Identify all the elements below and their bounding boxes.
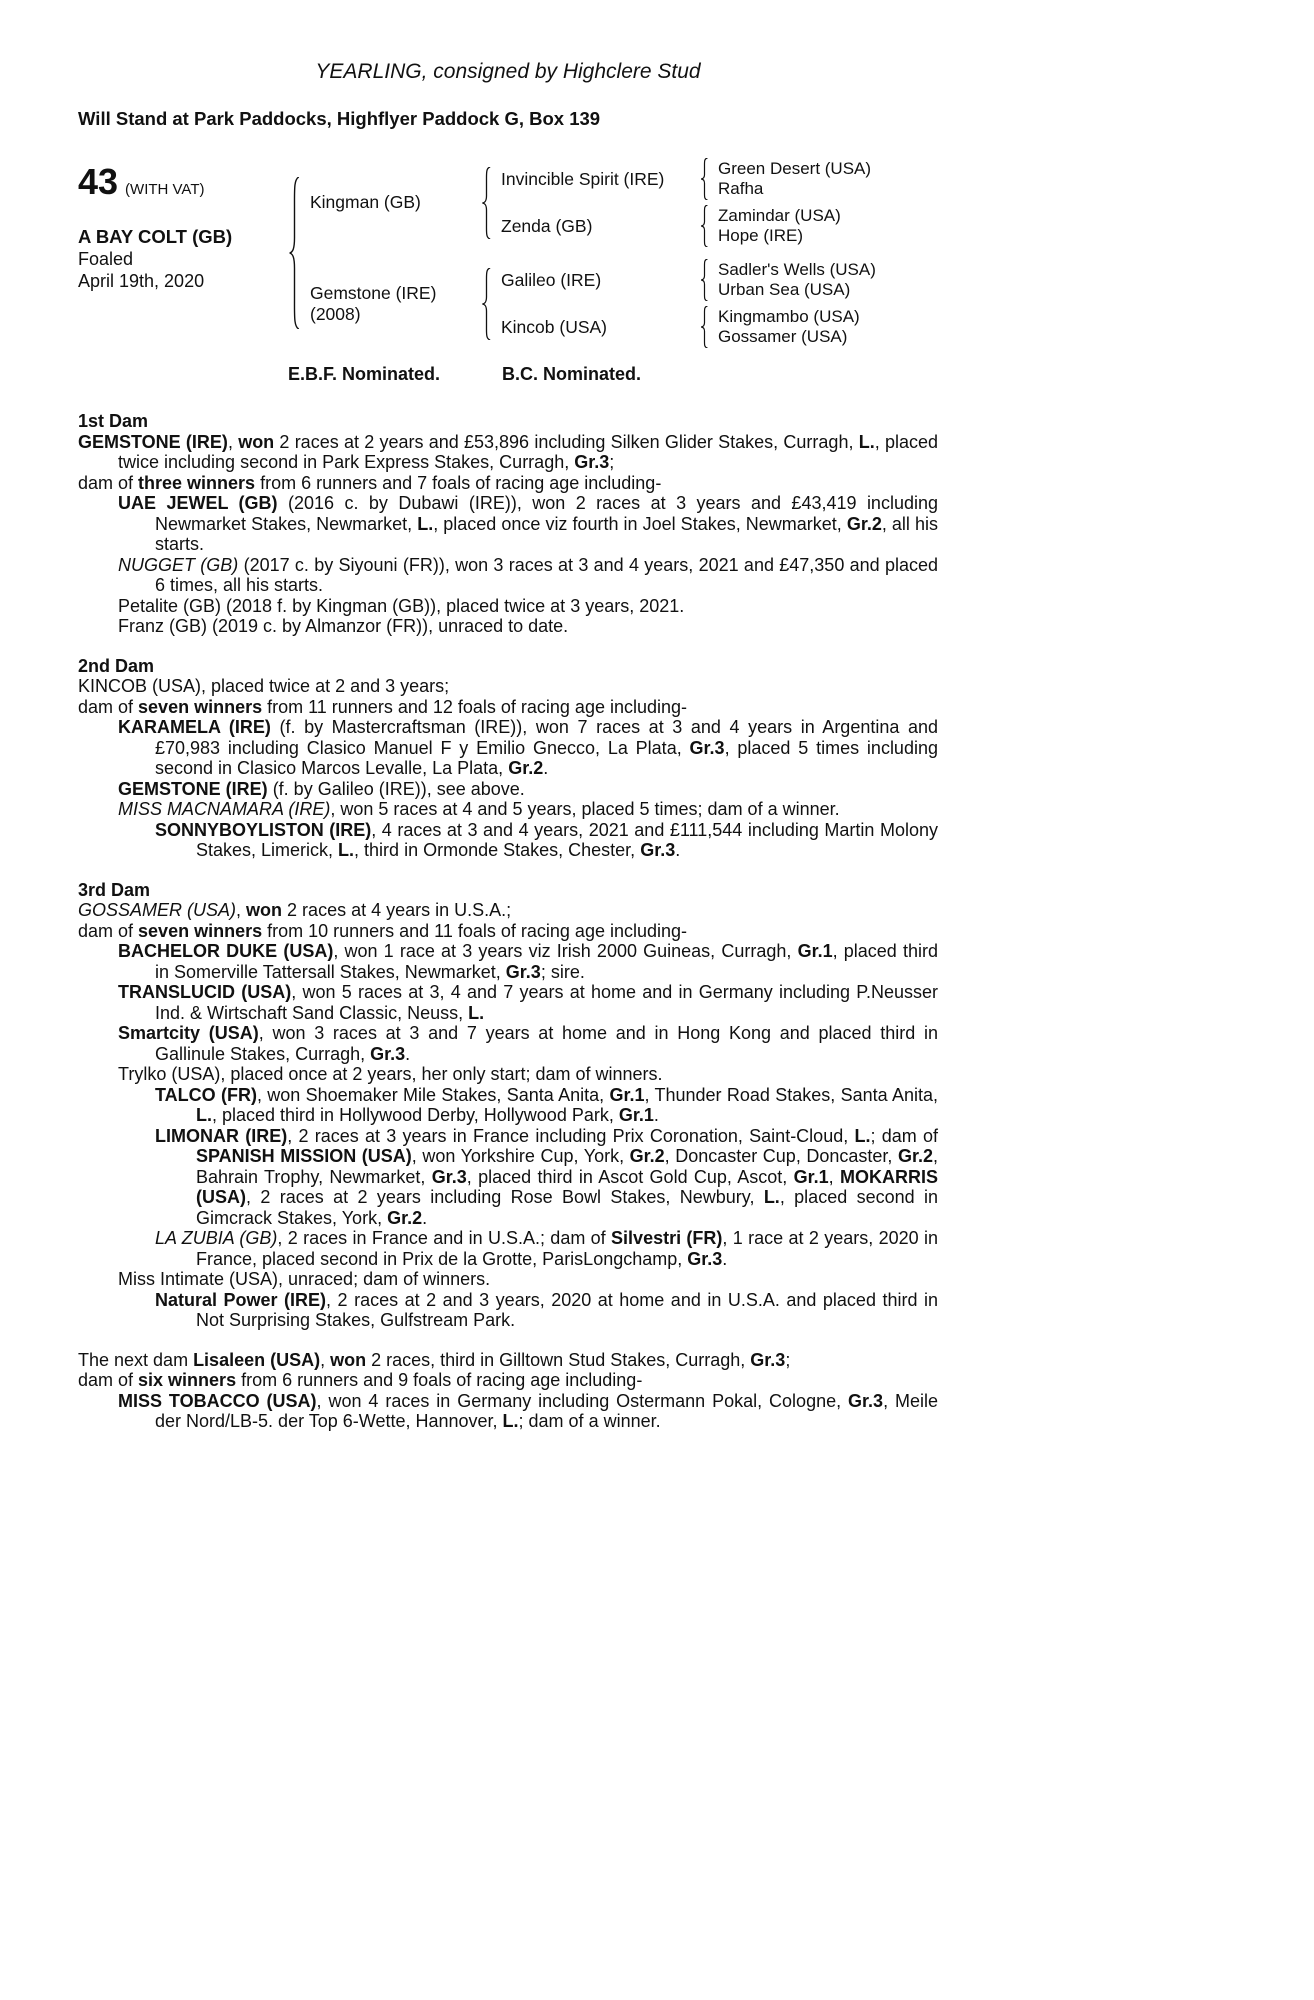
- text-segment: .: [653, 1105, 659, 1125]
- pedigree-paragraph: [78, 697, 938, 718]
- text-segment: The next dam: [78, 1349, 194, 1370]
- dam-section: [78, 411, 938, 637]
- great-grandparent-name: Gossamer (USA): [718, 327, 848, 346]
- pedigree-paragraph: [78, 493, 938, 555]
- dam-section-heading: 1st Dam: [78, 411, 149, 431]
- dam-section: [78, 1350, 938, 1432]
- pedigree-paragraph: [78, 1126, 938, 1229]
- text-segment: , placed third in Hollywood Derby, Hollywood Park,: [212, 1105, 619, 1125]
- text-segment: Gr.3: [687, 1248, 723, 1269]
- text-segment: , 2 races at 2 and 3 years, 2020 at home and in U.S.A. and placed third in Not Surprising Stakes, Gulfstream Park.: [196, 1289, 938, 1330]
- colt-description: A BAY COLT (GB): [78, 226, 233, 247]
- text-segment: Franz (GB) (2019 c. by Almanzor (FR)), unraced to date.: [118, 616, 569, 636]
- text-segment: ;: [609, 452, 615, 472]
- text-segment: SPANISH MISSION (USA): [196, 1146, 412, 1166]
- dam-branch: [310, 259, 938, 348]
- sire-dam-branch: [501, 205, 938, 247]
- text-segment: MOKARRIS (USA): [196, 1166, 938, 1207]
- dam-sire-branch: [501, 259, 938, 301]
- pedigree-paragraph: [78, 1290, 938, 1331]
- text-segment: Gr.2: [897, 1146, 933, 1166]
- text-segment: Gr.3: [848, 1390, 884, 1411]
- pedigree-paragraph: [78, 1085, 938, 1126]
- text-segment: .: [675, 840, 681, 860]
- text-segment: , Meile der Nord/LB-5. der Top 6-Wette, Hannover,: [155, 1390, 939, 1431]
- foaled-label: Foaled: [78, 249, 134, 269]
- text-segment: from 10 runners and 11 foals of racing age including-: [262, 920, 688, 941]
- text-segment: L.: [417, 513, 434, 534]
- text-segment: , 1 race at 2 years, 2020 in France, placed second in Prix de la Grotte, ParisLongchamp,: [196, 1228, 938, 1269]
- text-segment: SONNYBOYLISTON (IRE): [155, 819, 372, 840]
- pedigree-paragraph: [78, 799, 938, 820]
- text-segment: ,: [227, 431, 239, 452]
- text-segment: from 6 runners and 7 foals of racing age including-: [255, 472, 662, 493]
- text-segment: seven winners: [138, 696, 263, 717]
- text-segment: ; dam of: [870, 1125, 938, 1146]
- text-segment: , placed second in Gimcrack Stakes, York,: [196, 1187, 938, 1228]
- text-segment: L.: [763, 1187, 780, 1207]
- text-segment: L.: [854, 1125, 871, 1146]
- text-segment: Gr.3: [689, 737, 725, 758]
- text-segment: L.: [338, 840, 355, 860]
- lot-vat-note: (WITH VAT): [125, 181, 205, 198]
- pedigree-paragraph: [78, 616, 938, 637]
- pedigree-paragraph: [78, 676, 938, 697]
- pedigree-brace-icon: [700, 259, 709, 301]
- pedigree-brace-icon: [700, 205, 709, 247]
- text-segment: GEMSTONE (IRE): [118, 778, 268, 799]
- pedigree-brace-icon: [700, 306, 709, 348]
- text-segment: , all his starts.: [155, 513, 938, 554]
- text-segment: MISS TOBACCO (USA): [118, 1390, 317, 1411]
- lot-header-block: [78, 158, 938, 348]
- pedigree-paragraph: [78, 596, 938, 617]
- text-segment: (f. by Mastercraftsman (IRE)), won 7 races at 3 and 4 years in Argentina and £70,983 including Clasico Manuel F y Emilio Gnecco, La Plata,: [155, 717, 938, 758]
- text-segment: from 11 runners and 12 foals of racing age including-: [262, 696, 688, 717]
- text-segment: LA ZUBIA (GB): [155, 1228, 278, 1248]
- text-segment: dam of: [78, 920, 139, 941]
- text-segment: Gr.1: [609, 1084, 645, 1105]
- dam-section-heading: 2nd Dam: [78, 655, 155, 676]
- text-segment: L.: [468, 1002, 485, 1023]
- text-segment: TALCO (FR): [155, 1084, 257, 1105]
- dam-dam-name: Kincob (USA): [501, 316, 608, 337]
- text-segment: three winners: [138, 472, 256, 493]
- text-segment: Silvestri (FR): [611, 1228, 723, 1248]
- pedigree-text-body: [78, 411, 938, 1432]
- nominations-line: [288, 364, 938, 385]
- text-segment: seven winners: [138, 920, 263, 941]
- text-segment: , won Yorkshire Cup, York,: [411, 1146, 630, 1166]
- text-segment: L.: [502, 1411, 519, 1431]
- pedigree-brace-icon: [288, 177, 301, 329]
- text-segment: 2 races, third in Gilltown Stud Stakes, Curragh,: [366, 1349, 751, 1370]
- text-segment: Gr.3: [370, 1043, 406, 1064]
- text-segment: ,: [236, 900, 247, 920]
- pedigree-paragraph: [78, 1064, 938, 1085]
- pedigree-paragraph: [78, 1269, 938, 1290]
- great-grandparent-name: Urban Sea (USA): [718, 280, 851, 299]
- sire-name: Kingman (GB): [310, 192, 421, 212]
- text-segment: 2 races at 2 years and £53,896 including Silken Glider Stakes, Curragh,: [274, 431, 859, 452]
- bc-nominated-label: B.C. Nominated.: [502, 364, 642, 384]
- sire-dam-name: Zenda (GB): [501, 215, 593, 236]
- text-segment: (f. by Galileo (IRE)), see above.: [267, 778, 525, 799]
- text-segment: , won 5 races at 3, 4 and 7 years at home and in Germany including P.Neusser Ind. & Wirtschaft Sand Classic, Neuss,: [155, 982, 938, 1023]
- text-segment: , won 3 races at 3 and 7 years at home and in Hong Kong and placed third in Gallinule Stakes, Curragh,: [155, 1023, 938, 1064]
- text-segment: six winners: [138, 1370, 237, 1390]
- sire-branch: [310, 158, 938, 247]
- text-segment: , placed third in Somerville Tattersall Stakes, Newmarket,: [155, 941, 938, 982]
- text-segment: , third in Ormonde Stakes, Chester,: [354, 840, 641, 860]
- text-segment: Lisaleen (USA): [193, 1349, 321, 1370]
- text-segment: GOSSAMER (USA): [78, 900, 237, 920]
- page-content: [78, 60, 938, 1432]
- sire-sire-branch: [501, 158, 938, 200]
- text-segment: L.: [196, 1105, 212, 1125]
- pedigree-paragraph: [78, 473, 938, 494]
- dam-name: Gemstone (IRE): [310, 282, 437, 303]
- text-segment: Gr.1: [618, 1105, 654, 1125]
- pedigree-generations: [310, 158, 938, 348]
- text-segment: UAE JEWEL (GB): [118, 493, 278, 513]
- text-segment: Gr.3: [640, 840, 676, 860]
- page-title: YEARLING, consigned by Highclere Stud: [315, 60, 701, 83]
- sire-sire-name: Invincible Spirit (IRE): [501, 168, 665, 189]
- lot-info: [78, 158, 285, 292]
- text-segment: GEMSTONE (IRE): [78, 431, 228, 452]
- text-segment: , won 1 race at 3 years viz Irish 2000 Guineas, Curragh,: [333, 941, 798, 961]
- text-segment: , 2 races in France and in U.S.A.; dam of: [277, 1228, 612, 1248]
- text-segment: (2017 c. by Siyouni (FR)), won 3 races at 3 and 4 years, 2021 and £47,350 and placed 6 times, all his starts.: [155, 554, 938, 595]
- text-segment: , Doncaster Cup, Doncaster,: [664, 1146, 898, 1166]
- text-segment: dam of: [78, 472, 139, 493]
- pedigree-paragraph: [78, 1023, 938, 1064]
- text-segment: LIMONAR (IRE): [155, 1125, 288, 1146]
- text-segment: Petalite (GB) (2018 f. by Kingman (GB)), placed twice at 3 years, 2021.: [118, 595, 685, 616]
- pedigree-paragraph: [78, 1391, 938, 1432]
- text-segment: , won Shoemaker Mile Stakes, Santa Anita,: [256, 1084, 610, 1105]
- text-segment: Gr.3: [505, 961, 541, 982]
- pedigree-paragraph: [78, 1350, 938, 1371]
- great-grandparent-name: Zamindar (USA): [718, 206, 841, 225]
- dam-name-block: [310, 283, 478, 325]
- stand-location-line: Will Stand at Park Paddocks, Highflyer Paddock G, Box 139: [78, 108, 601, 129]
- text-segment: , 2 races at 2 years including Rose Bowl Stakes, Newbury,: [246, 1187, 764, 1207]
- text-segment: 2 races at 4 years in U.S.A.;: [282, 900, 512, 920]
- text-segment: ; dam of a winner.: [518, 1411, 661, 1431]
- pedigree-paragraph: [78, 432, 938, 473]
- dam-section: [78, 656, 938, 861]
- text-segment: , 2 races at 3 years in France including Prix Coronation, Saint-Cloud,: [287, 1125, 855, 1146]
- pedigree-paragraph: [78, 921, 938, 942]
- text-segment: L.: [858, 431, 875, 452]
- pedigree-paragraph: [78, 1228, 938, 1269]
- pedigree-paragraph: [78, 900, 938, 921]
- pedigree-paragraph: [78, 820, 938, 861]
- dam-section-heading: 3rd Dam: [78, 879, 151, 900]
- text-segment: dam of: [78, 696, 139, 717]
- ebf-nominated-label: E.B.F. Nominated.: [288, 364, 441, 384]
- text-segment: won: [238, 431, 275, 452]
- great-grandparent-name: Sadler's Wells (USA): [718, 260, 876, 279]
- pedigree-paragraph: [78, 1370, 938, 1391]
- text-segment: ,: [320, 1349, 331, 1370]
- pedigree-brace-icon: [481, 268, 492, 340]
- text-segment: Gr.3: [431, 1166, 467, 1187]
- text-segment: .: [722, 1248, 728, 1269]
- text-segment: Miss Intimate (USA), unraced; dam of winners.: [118, 1269, 491, 1289]
- pedigree-brace-icon: [481, 167, 492, 239]
- great-grandparent-name: Green Desert (USA): [718, 159, 872, 178]
- pedigree-tree: [285, 158, 938, 348]
- dam-dam-branch: [501, 306, 938, 348]
- text-segment: ;: [785, 1349, 791, 1370]
- foaled-date: April 19th, 2020: [78, 271, 205, 291]
- text-segment: , placed twice including second in Park Express Stakes, Curragh,: [118, 431, 938, 472]
- text-segment: Gr.1: [793, 1166, 829, 1187]
- dam-section: [78, 880, 938, 1331]
- text-segment: won: [246, 900, 283, 920]
- text-segment: ,: [828, 1166, 840, 1187]
- pedigree-paragraph: [78, 941, 938, 982]
- pedigree-paragraph: [78, 982, 938, 1023]
- text-segment: , placed third in Ascot Gold Cup, Ascot,: [466, 1166, 794, 1187]
- text-segment: BACHELOR DUKE (USA): [118, 941, 334, 961]
- text-segment: NUGGET (GB): [118, 554, 239, 575]
- great-grandparent-name: Kingmambo (USA): [718, 307, 860, 326]
- text-segment: , placed 5 times including second in Clasico Marcos Levalle, La Plata,: [155, 737, 938, 778]
- text-segment: ; sire.: [540, 961, 585, 982]
- great-grandparent-name: Hope (IRE): [718, 226, 804, 245]
- text-segment: Natural Power (IRE): [155, 1289, 327, 1310]
- text-segment: Smartcity (USA): [118, 1023, 259, 1043]
- text-segment: won: [330, 1349, 367, 1370]
- pedigree-paragraph: [78, 717, 938, 779]
- text-segment: dam of: [78, 1370, 139, 1390]
- pedigree-brace-icon: [700, 158, 709, 200]
- text-segment: Gr.2: [387, 1207, 423, 1228]
- text-segment: .: [543, 758, 549, 778]
- text-segment: Gr.3: [750, 1349, 786, 1370]
- text-segment: Gr.2: [629, 1146, 665, 1166]
- text-segment: , won 4 races in Germany including Ostermann Pokal, Cologne,: [316, 1390, 849, 1411]
- text-segment: KINCOB (USA), placed twice at 2 and 3 years;: [78, 676, 450, 696]
- text-segment: , won 5 races at 4 and 5 years, placed 5 times; dam of a winner.: [330, 799, 840, 819]
- dam-year: (2008): [310, 303, 361, 324]
- text-segment: , 4 races at 3 and 4 years, 2021 and £111,544 including Martin Molony Stakes, Limerick,: [196, 819, 939, 860]
- text-segment: (2016 c. by Dubawi (IRE)), won 2 races at 3 years and £43,419 including Newmarket Stakes, Newmarket,: [155, 493, 938, 534]
- lot-number-row: [78, 161, 285, 202]
- text-segment: , Thunder Road Stakes, Santa Anita,: [644, 1084, 939, 1105]
- text-segment: MISS MACNAMARA (IRE): [118, 799, 331, 819]
- text-segment: Gr.2: [846, 513, 882, 534]
- text-segment: , placed once viz fourth in Joel Stakes, Newmarket,: [433, 513, 847, 534]
- text-segment: .: [422, 1207, 428, 1228]
- lot-number: 43: [78, 161, 119, 202]
- text-segment: Gr.3: [574, 452, 610, 472]
- text-segment: Gr.2: [508, 758, 544, 778]
- text-segment: .: [405, 1043, 411, 1064]
- dam-sire-name: Galileo (IRE): [501, 269, 602, 290]
- pedigree-paragraph: [78, 555, 938, 596]
- text-segment: from 6 runners and 9 foals of racing age including-: [236, 1370, 643, 1390]
- text-segment: Trylko (USA), placed once at 2 years, her only start; dam of winners.: [118, 1064, 663, 1084]
- text-segment: KARAMELA (IRE): [118, 717, 271, 737]
- pedigree-paragraph: [78, 779, 938, 800]
- text-segment: Gr.1: [797, 941, 833, 961]
- text-segment: TRANSLUCID (USA): [118, 982, 292, 1002]
- text-segment: , Bahrain Trophy, Newmarket,: [196, 1146, 939, 1187]
- great-grandparent-name: Rafha: [718, 179, 764, 198]
